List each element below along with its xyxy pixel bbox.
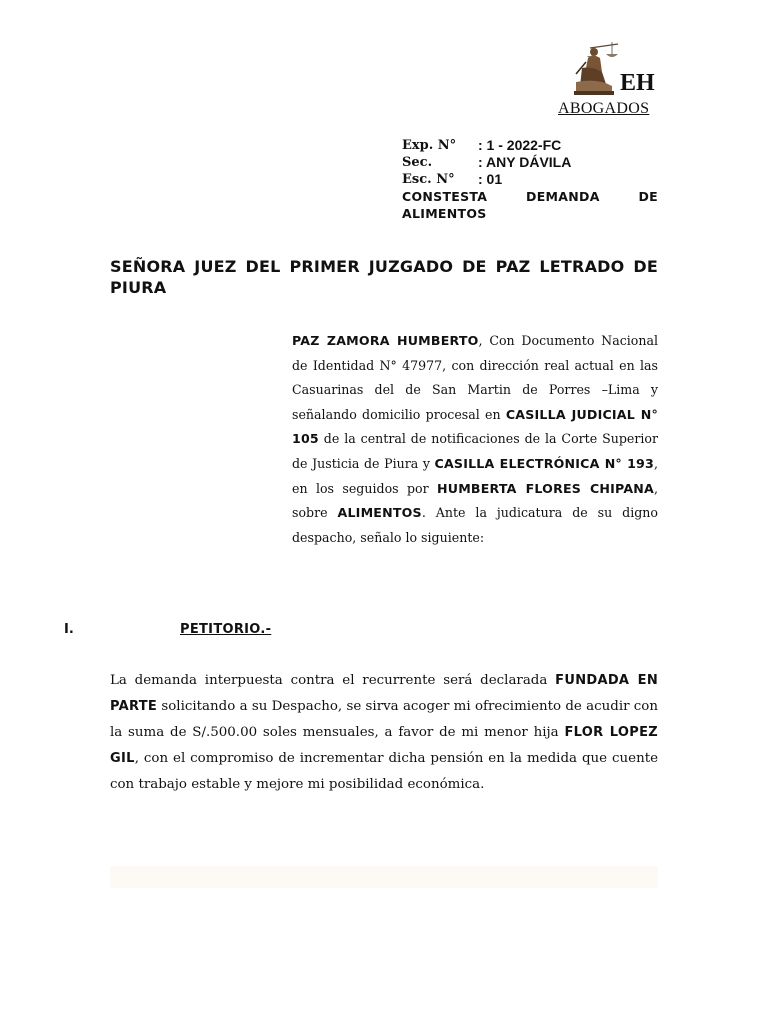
justice-statue-icon <box>568 38 624 96</box>
petitorio-text-3: , con el compromiso de incrementar dicha pensión en la medida que cuente con trabajo estable y mejore mi posibilidad económica. <box>110 751 658 792</box>
casilla-electronica: CASILLA ELECTRÓNICA N° 193 <box>434 455 654 471</box>
petitorio-text-1: La demanda interpuesta contra el recurrente será declarada <box>110 673 556 688</box>
case-info <box>402 137 658 222</box>
petitorio-paragraph <box>110 668 658 798</box>
petitorio-text-2: solicitando a su Despacho, se sirva acoger mi ofrecimiento de acudir con la suma de S/.500.00 soles mensuales, a favor de mi menor hija <box>110 699 658 740</box>
intro-text-5: . Ante la judicatura de su digno despacho, señalo lo siguiente: <box>292 505 658 545</box>
faint-shaded-band <box>110 866 658 888</box>
esc-value: : 01 <box>478 171 503 187</box>
section-number: I. <box>64 622 74 637</box>
firm-name: ABOGADOS <box>558 100 650 117</box>
exp-label: Exp. N° <box>402 138 457 153</box>
logo-initials: EH <box>620 70 655 96</box>
intro-text-2: de la central de notificaciones de la Corte Superior de Justicia de Piura y <box>292 431 658 471</box>
child-name: FLOR LOPEZ GIL <box>110 725 658 766</box>
esc-label: Esc. N° <box>402 172 455 187</box>
defendant-name: PAZ ZAMORA HUMBERTO <box>292 333 479 348</box>
casilla-judicial: CASILLA JUDICIAL N° 105 <box>292 406 659 447</box>
sec-row <box>402 154 658 171</box>
intro-paragraph <box>292 329 658 550</box>
sec-label: Sec. <box>402 155 433 170</box>
exp-row <box>402 137 658 154</box>
intro-text-4: , sobre <box>292 480 658 521</box>
fundada-en-parte: FUNDADA EN PARTE <box>110 673 658 714</box>
subject-line-1: CONSTESTA DEMANDA DE <box>402 189 658 204</box>
addressee-heading: SEÑORA JUEZ DEL PRIMER JUZGADO DE PAZ LETRADO DE PIURA <box>110 257 658 297</box>
esc-row <box>402 171 658 188</box>
intro-text-1: , Con Documento Nacional de Identidad N° 47977, con dirección real actual en las Casuarinas del de San Martin de Porres –Lima y señalando domicilio procesal en <box>292 333 659 422</box>
intro-text-3: , en los seguidos por <box>292 455 658 496</box>
section-title: PETITORIO.- <box>180 622 272 637</box>
matter: ALIMENTOS <box>337 505 422 521</box>
plaintiff-name: HUMBERTA FLORES CHIPANA <box>437 480 654 496</box>
sec-value: : ANY DÁVILA <box>478 154 572 170</box>
exp-value: : 1 - 2022-FC <box>478 137 562 153</box>
subject-line-2: ALIMENTOS <box>402 206 487 221</box>
